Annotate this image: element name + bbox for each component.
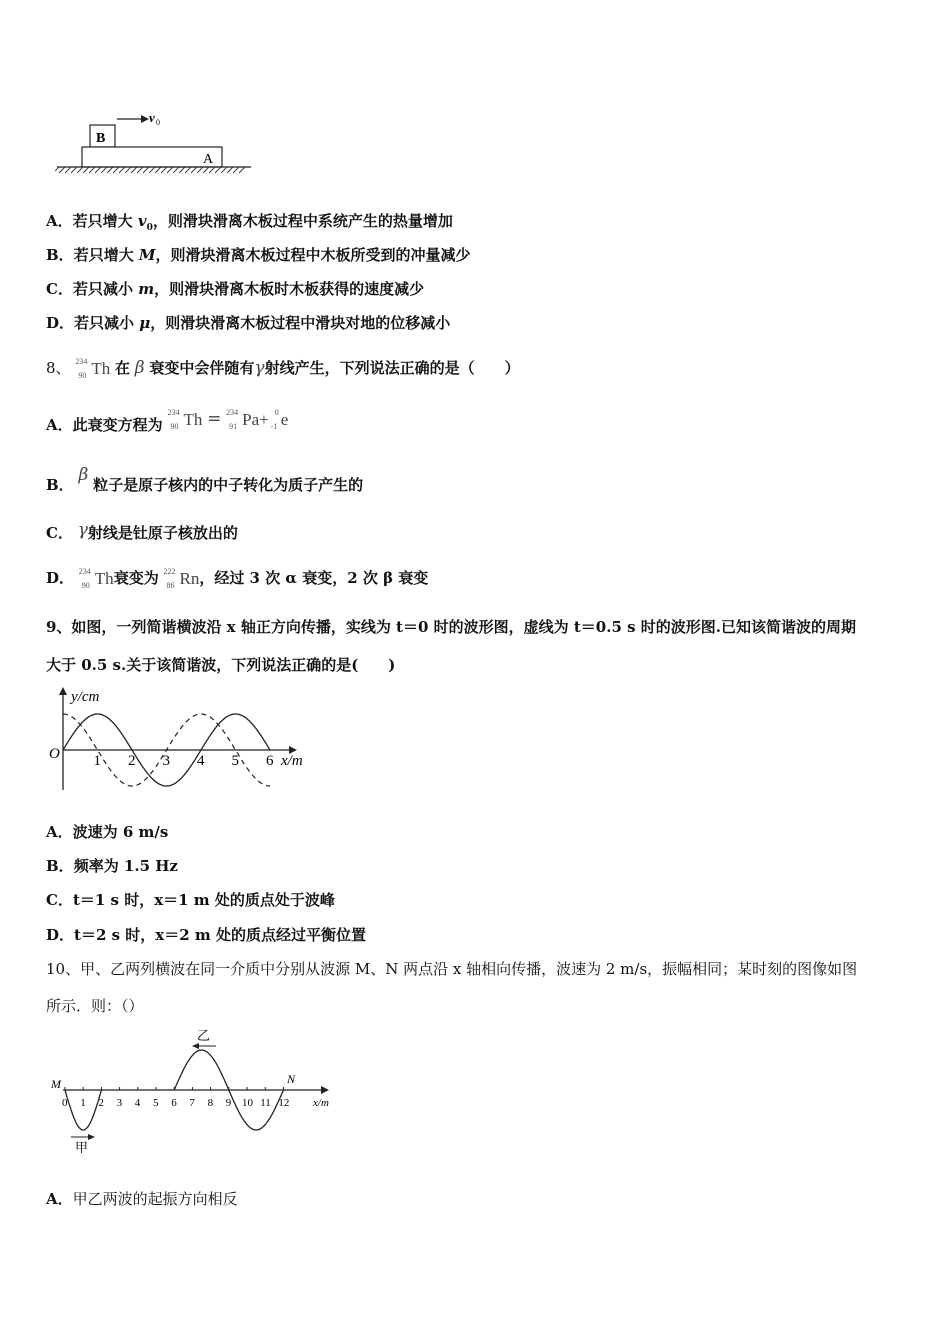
block-b-label: B [96, 131, 106, 146]
hatch-mark [149, 167, 155, 173]
hatch-mark [77, 167, 83, 173]
hatch-mark [161, 167, 167, 173]
hatch-mark [83, 167, 89, 173]
q7-option-d[interactable]: D．若只减小 μ，则滑块滑离木板过程中滑块对地的位移减小 [46, 314, 451, 332]
q7-option-c[interactable]: C．若只减小 m，则滑块滑离木板时木板获得的速度减少 [46, 280, 425, 298]
velocity-sub: 0 [156, 118, 160, 127]
q9-wave-chart [45, 684, 320, 796]
q9-x-label: x/m [281, 753, 303, 769]
yi-label: 乙 [197, 1028, 211, 1043]
q10-tick-label: 11 [260, 1097, 271, 1109]
hatch-mark [179, 167, 185, 173]
hatch-mark [233, 167, 239, 173]
hatch-mark [131, 167, 137, 173]
eq-electron: 0 -1 e [270, 407, 289, 431]
hatch-mark [173, 167, 179, 173]
q9-tick-label: 2 [128, 753, 136, 769]
q10-tick-label: 1 [80, 1097, 86, 1109]
q10-stem-line1: 10、甲、乙两列横波在同一介质中分别从波源 M、N 两点沿 x 轴相向传播，波速为 2 m/s，振幅相同；某时刻的图像如图 [46, 960, 858, 978]
yi-arrowhead [192, 1043, 199, 1049]
hatch-mark [209, 167, 215, 173]
q9-option-a[interactable]: A．波速为 6 m/s [46, 823, 169, 841]
eq-protactinium: 234 91 Pa+ [226, 407, 269, 431]
q8-option-a[interactable]: A．此衰变方程为 234 90 Th = 234 91 Pa+ 0 -1 e [46, 407, 289, 434]
q9-option-c[interactable]: C．t＝1 s 时，x＝1 m 处的质点处于波峰 [46, 891, 335, 909]
hatch-mark [203, 167, 209, 173]
q9-option-d[interactable]: D．t＝2 s 时，x＝2 m 处的质点经过平衡位置 [46, 926, 366, 944]
q10-tick-label: 9 [225, 1097, 232, 1109]
q9-option-b[interactable]: B．频率为 1.5 Hz [46, 857, 178, 875]
q8-option-d[interactable]: D． 234 90 Th衰变为 222 86 Rn，经过 3 次 α 衰变，2 次 β 衰变 [46, 566, 429, 590]
hatch-mark [137, 167, 143, 173]
q10-tick-label: 3 [116, 1097, 123, 1109]
q10-tick-label: 7 [189, 1097, 195, 1109]
gamma-symbol: γ [254, 358, 265, 378]
thorium-nuclide: 234 90 Th [75, 356, 111, 380]
q10-x-label: x/m [313, 1097, 329, 1109]
q10-option-a[interactable]: A．甲乙两波的起振方向相反 [46, 1190, 238, 1208]
q9-y-label: y/cm [71, 689, 100, 705]
hatch-mark [143, 167, 149, 173]
q10-source-m: M [51, 1077, 61, 1091]
q10-stem-line2: 所示．则：（） [46, 997, 144, 1015]
hatch-mark [65, 167, 71, 173]
q10-tick-label: 5 [153, 1097, 159, 1109]
beta-symbol: β [134, 358, 145, 378]
jia-arrowhead [88, 1134, 95, 1140]
q8-stem: 8、 234 90 Th 在 β 衰变中会伴随有γ射线产生，下列说法正确的是（ ） [46, 356, 520, 380]
q10-x-arrow [321, 1086, 329, 1094]
q10-tick-label: 10 [242, 1097, 253, 1109]
hatch-mark [215, 167, 221, 173]
hatch-mark [167, 167, 173, 173]
hatch-mark [125, 167, 131, 173]
q9-tick-label: 4 [197, 753, 205, 769]
q10-tick-label: 2 [98, 1097, 104, 1109]
q10-tick-label: 6 [171, 1097, 177, 1109]
q10-wave-jia [65, 1090, 101, 1130]
jia-label: 甲 [75, 1140, 89, 1155]
q10-tick-label: 8 [207, 1097, 214, 1109]
hatch-mark [59, 167, 65, 173]
hatch-mark [197, 167, 203, 173]
ground-hatch [55, 167, 245, 173]
d-thorium: 234 90 Th [78, 566, 114, 590]
q9-tick-label: 5 [231, 753, 239, 769]
gamma-symbol-c: γ [77, 520, 88, 540]
hatch-mark [107, 167, 113, 173]
q9-tick-label: 6 [266, 753, 274, 769]
hatch-mark [119, 167, 125, 173]
hatch-mark [155, 167, 161, 173]
hatch-mark [71, 167, 77, 173]
hatch-mark [95, 167, 101, 173]
eq-thorium: 234 90 Th [167, 407, 203, 431]
q9-tick-label: 3 [162, 753, 170, 769]
velocity-arrowhead [141, 115, 149, 123]
q7-option-a[interactable]: A．若只增大 $v_0$，则滑块滑离木板过程中系统产生的热量增加 [46, 212, 453, 233]
hatch-mark [221, 167, 227, 173]
q8-option-c[interactable]: C． γ射线是钍原子核放出的 [46, 520, 238, 542]
q10-tick-label: 0 [62, 1097, 68, 1109]
plank-a [82, 147, 222, 167]
block-plank-figure [55, 105, 255, 177]
q10-tick-label: 4 [134, 1097, 141, 1109]
hatch-mark [191, 167, 197, 173]
q10-source-n: N [287, 1072, 296, 1086]
hatch-mark [55, 167, 59, 173]
hatch-mark [227, 167, 233, 173]
q9-tick-label: 1 [93, 753, 101, 769]
q10-tick-label: 12 [278, 1097, 290, 1109]
q9-stem-line2: 大于 0.5 s.关于该简谐波，下列说法正确的是( ) [46, 656, 396, 674]
plank-a-label: A [203, 152, 214, 167]
radon-nuclide: 222 86 Rn [163, 566, 200, 590]
q10-wave-chart [45, 1026, 340, 1158]
q9-stem-line1: 9、如图，一列简谐横波沿 x 轴正方向传播，实线为 t＝0 时的波形图，虚线为 t＝0.5 s 时的波形图.已知该简谐波的周期 [46, 618, 856, 636]
hatch-mark [113, 167, 119, 173]
hatch-mark [101, 167, 107, 173]
beta-symbol-b: β [78, 465, 89, 485]
q7-option-b[interactable]: B．若只增大 M，则滑块滑离木板过程中木板所受到的冲量减少 [46, 246, 471, 264]
hatch-mark [239, 167, 245, 173]
velocity-label: v [149, 110, 155, 125]
q9-y-arrow [59, 687, 67, 695]
q9-origin: O [49, 746, 60, 762]
q8-option-b[interactable]: B． β 粒子是原子核内的中子转化为质子产生的 [46, 465, 364, 494]
hatch-mark [89, 167, 95, 173]
hatch-mark [185, 167, 191, 173]
